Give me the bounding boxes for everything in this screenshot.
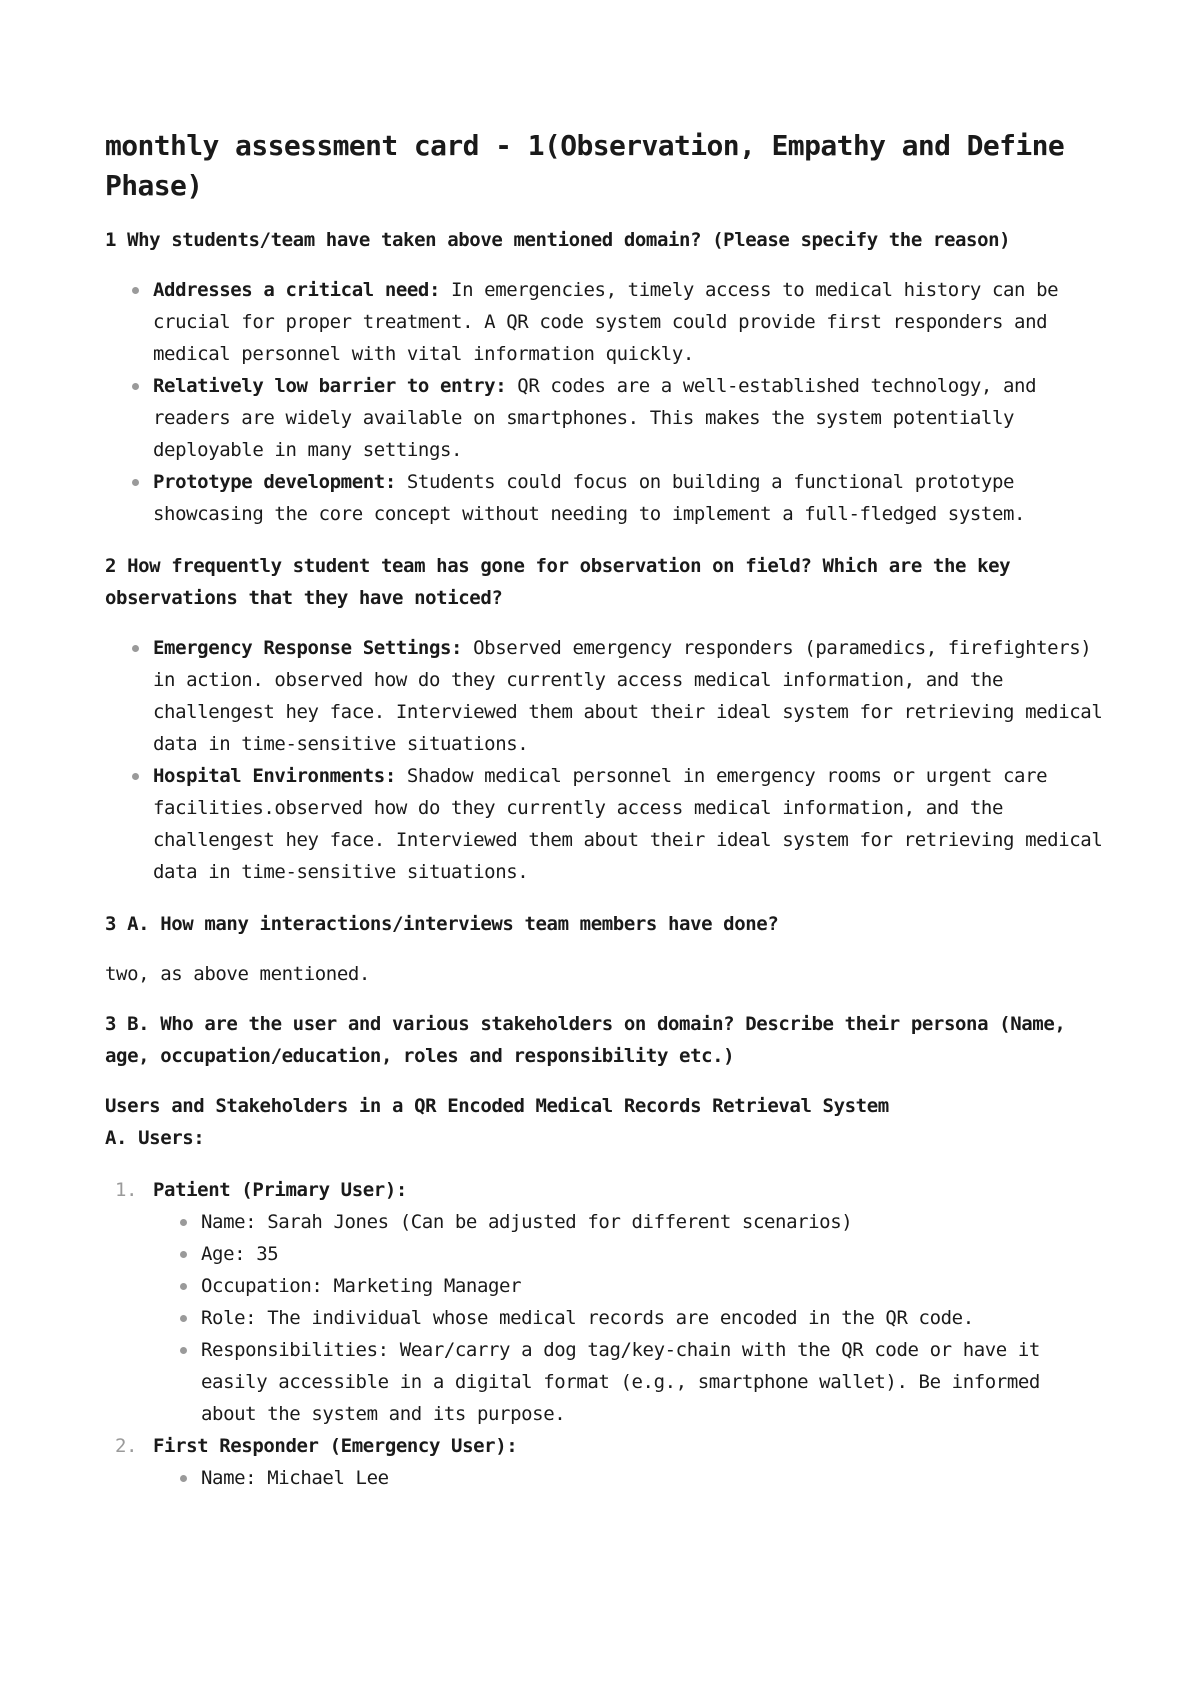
detail-text: Responsibilities: Wear/carry a dog tag/key-chain with the QR code or have it easily accessible in a digital format (e.g., smartphone wallet). Be informed about the system and its purpose. xyxy=(201,1339,1040,1425)
users-subheading: A. Users: xyxy=(105,1127,205,1149)
bullet-icon xyxy=(180,1315,187,1322)
user-label: First Responder (Emergency User): xyxy=(153,1435,518,1457)
item-text: Students could focus on building a functional prototype showcasing the core concept without needing to implement a full-fledged system. xyxy=(153,471,1026,525)
list-item xyxy=(153,370,1105,466)
item-text: Shadow medical personnel in emergency rooms or urgent care facilities.observed how do they currently access medical information, and the challengest hey face. Interviewed them about their ideal system for retrieving medical data in time-sensitive situations. xyxy=(153,765,1103,883)
item-lead: Prototype development: xyxy=(153,471,396,493)
detail-item xyxy=(201,1334,1105,1430)
stakeholders-section xyxy=(105,1090,1105,1154)
document-page xyxy=(105,126,1105,1494)
item-lead: Addresses a critical need: xyxy=(153,279,441,301)
user-label: Patient (Primary User): xyxy=(153,1179,407,1201)
user-details xyxy=(153,1462,1105,1494)
users-list xyxy=(105,1174,1105,1494)
detail-text: Age: 35 xyxy=(201,1243,279,1265)
list-number: 1. xyxy=(115,1179,138,1201)
question-1-answer-list xyxy=(105,274,1105,530)
question-1: 1 Why students/team have taken above mentioned domain? (Please specify the reason) xyxy=(105,229,1011,251)
detail-text: Role: The individual whose medical records are encoded in the QR code. xyxy=(201,1307,974,1329)
bullet-icon xyxy=(132,287,139,294)
bullet-icon xyxy=(132,773,139,780)
question-2-answer-list xyxy=(105,632,1105,888)
user-details xyxy=(153,1206,1105,1430)
user-entry xyxy=(115,1430,1105,1494)
item-lead: Relatively low barrier to entry: xyxy=(153,375,507,397)
list-item xyxy=(153,466,1105,530)
question-3a-answer: two, as above mentioned. xyxy=(105,963,370,985)
detail-item xyxy=(201,1270,1105,1302)
detail-item xyxy=(201,1302,1105,1334)
bullet-icon xyxy=(180,1251,187,1258)
detail-item xyxy=(201,1238,1105,1270)
document-title: monthly assessment card - 1(Observation, Empathy and Define Phase) xyxy=(105,129,1065,202)
list-item xyxy=(153,274,1105,370)
bullet-icon xyxy=(180,1219,187,1226)
item-text: QR codes are a well-established technology, and readers are widely available on smartphones. This makes the system potentially deployable in many settings. xyxy=(153,375,1037,461)
question-3b: 3 B. Who are the user and various stakeholders on domain? Describe their persona (Name, age, occupation/education, roles and responsibility etc.) xyxy=(105,1013,1066,1067)
list-number: 2. xyxy=(115,1435,138,1457)
stakeholders-title: Users and Stakeholders in a QR Encoded Medical Records Retrieval System xyxy=(105,1095,889,1117)
item-lead: Hospital Environments: xyxy=(153,765,396,787)
item-text: Observed emergency responders (paramedics, firefighters) in action. observed how do they currently access medical information, and the challengest hey face. Interviewed them about their ideal system for retrieving medical data in time-sensitive situations. xyxy=(153,637,1103,755)
detail-text: Name: Sarah Jones (Can be adjusted for different scenarios) xyxy=(201,1211,853,1233)
bullet-icon xyxy=(132,645,139,652)
list-item xyxy=(153,632,1105,760)
detail-item xyxy=(201,1206,1105,1238)
detail-item xyxy=(201,1462,1105,1494)
bullet-icon xyxy=(180,1347,187,1354)
item-text: In emergencies, timely access to medical history can be crucial for proper treatment. A QR code system could provide first responders and medical personnel with vital information quickly. xyxy=(153,279,1059,365)
bullet-icon xyxy=(180,1475,187,1482)
question-2: 2 How frequently student team has gone for observation on field? Which are the key observations that they have noticed? xyxy=(105,555,1011,609)
bullet-icon xyxy=(132,383,139,390)
item-lead: Emergency Response Settings: xyxy=(153,637,463,659)
user-entry xyxy=(115,1174,1105,1430)
detail-text: Name: Michael Lee xyxy=(201,1467,389,1489)
question-3a: 3 A. How many interactions/interviews team members have done? xyxy=(105,913,779,935)
bullet-icon xyxy=(180,1283,187,1290)
list-item xyxy=(153,760,1105,888)
detail-text: Occupation: Marketing Manager xyxy=(201,1275,522,1297)
bullet-icon xyxy=(132,479,139,486)
